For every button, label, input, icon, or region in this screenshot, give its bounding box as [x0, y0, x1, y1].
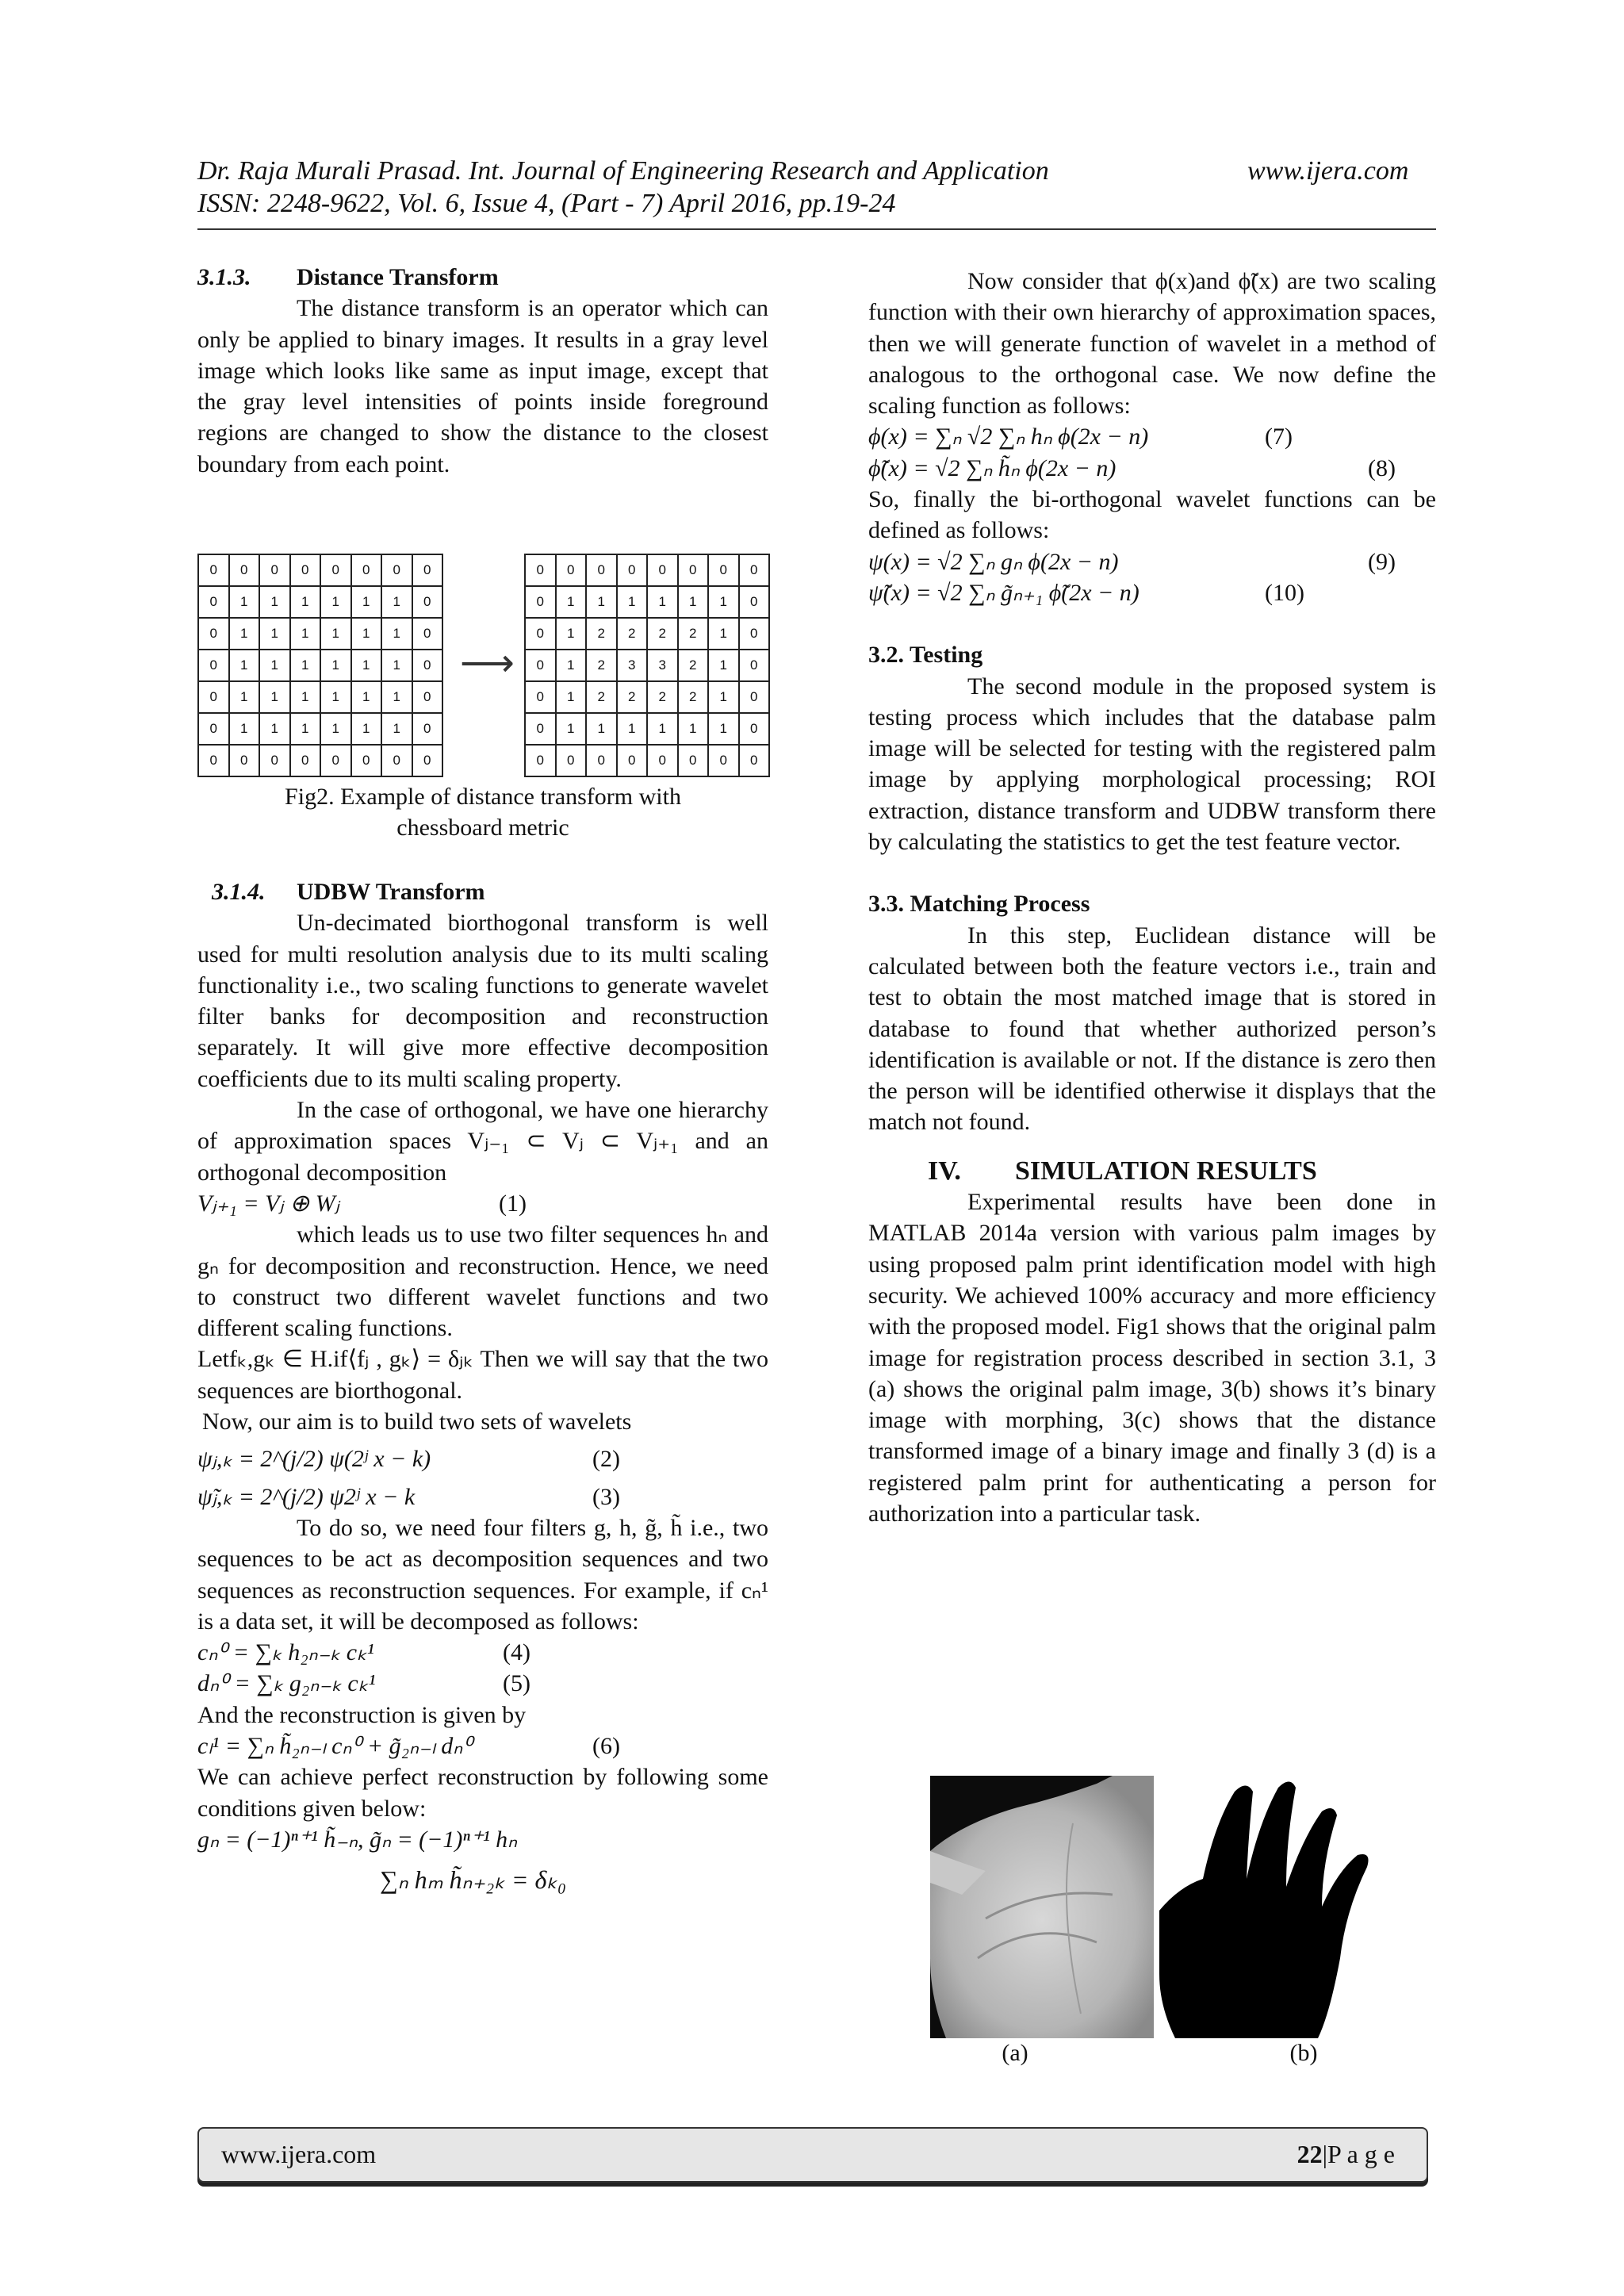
grid-cell: 0 [198, 745, 229, 776]
running-header-issn: ISSN: 2248-9622, Vol. 6, Issue 4, (Part - 7) April 2016, pp.19-24 [197, 189, 896, 218]
grid-cell: 0 [259, 554, 290, 586]
grid-cell: 1 [229, 713, 260, 745]
grid-cell: 1 [381, 681, 412, 713]
grid-cell: 1 [556, 713, 587, 745]
grid-cell: 0 [198, 681, 229, 713]
grid-cell: 1 [708, 681, 739, 713]
header-rule [197, 228, 1436, 230]
grid-cell: 1 [381, 650, 412, 681]
grid-cell: 0 [229, 745, 260, 776]
grid-cell: 0 [678, 745, 709, 776]
grid-cell: 1 [229, 586, 260, 618]
grid-cell: 2 [678, 618, 709, 650]
grid-cell: 0 [617, 745, 648, 776]
equation-10: ψ̃(x) = √2 ∑ₙ g̃ₙ₊₁ ϕ̃(2x − n) (10) [868, 579, 1304, 606]
grid-cell: 0 [525, 745, 556, 776]
grid-row [525, 650, 769, 681]
running-header-site: www.ijera.com [1247, 156, 1409, 186]
right-column [868, 266, 1436, 1529]
grid-cell: 1 [259, 650, 290, 681]
grid-cell: 1 [320, 681, 351, 713]
grid-cell: 0 [525, 554, 556, 586]
input-binary-grid [197, 554, 443, 777]
grid-cell: 0 [259, 745, 290, 776]
grid-row [525, 586, 769, 618]
grid-cell: 0 [739, 554, 770, 586]
equation-7: ϕ(x) = ∑ₙ √2 ∑ₙ hₙ ϕ(2x − n) (7) [868, 424, 1293, 450]
paragraph: And the reconstruction is given by [197, 1701, 527, 1728]
grid-cell: 0 [556, 554, 587, 586]
grid-cell: 1 [351, 713, 382, 745]
grid-cell: 1 [708, 650, 739, 681]
paragraph: Now, our aim is to build two sets of wavelets [202, 1409, 632, 1435]
grid-cell: 1 [259, 618, 290, 650]
footer-page-number: 22|P a g e [1297, 2140, 1395, 2168]
section-heading-3-3: 3.3. Matching Process [868, 891, 1090, 918]
grid-cell: 0 [412, 618, 443, 650]
section-heading: 3.1.4. UDBW Transform [212, 879, 485, 905]
grid-cell: 0 [525, 713, 556, 745]
grid-cell: 1 [586, 713, 617, 745]
grid-cell: 1 [647, 586, 678, 618]
grid-cell: 1 [351, 618, 382, 650]
grid-cell: 0 [525, 650, 556, 681]
grid-cell: 1 [708, 618, 739, 650]
figure-caption: Fig2. Example of distance transform with chessboard metric [285, 784, 681, 841]
grid-cell: 1 [708, 713, 739, 745]
grid-cell: 0 [412, 713, 443, 745]
grid-cell: 1 [320, 713, 351, 745]
grid-cell: 1 [351, 681, 382, 713]
grid-cell: 1 [708, 586, 739, 618]
grid-cell: 0 [198, 713, 229, 745]
grid-row [198, 681, 442, 713]
paragraph: So, finally the bi-orthogonal wavelet functions can be defined as follows: [868, 486, 1436, 544]
grid-cell: 1 [320, 586, 351, 618]
grid-cell: 1 [290, 681, 321, 713]
grid-row [198, 745, 442, 776]
equation-sum: ∑ₙ hₘ h̃ₙ₊₂ₖ = δₖ₀ [380, 1865, 567, 1895]
grid-cell: 0 [708, 745, 739, 776]
grid-cell: 1 [259, 586, 290, 618]
grid-cell: 0 [556, 745, 587, 776]
grid-cell: 0 [198, 554, 229, 586]
paragraph: To do so, we need four filters g, h, g̃, h̃ i.e., two sequences to be act as decomposition sequences and two sequences as reconstruction sequences. For example, if cₙ¹ is a data set, it will be decomposed as follows: [197, 1514, 768, 1635]
paragraph: which leads us to use two filter sequences hₙ and gₙ for decomposition and reconstruction. Hence, we need to construct two different wavelet functions and two different scaling functions. [197, 1221, 768, 1342]
section-heading-iv: IV. SIMULATION RESULTS [928, 1156, 1317, 1186]
grid-cell: 1 [351, 586, 382, 618]
grid-cell: 2 [647, 681, 678, 713]
grid-row [525, 745, 769, 776]
paragraph: Experimental results have been done in MATLAB 2014a version with various palm images by using proposed palm print identification model with high security. We achieved 100% accuracy and more efficiency with the proposed model. Fig1 shows that the original palm image for registration process described in section 3.1, 3 (a) shows the original palm image, 3(b) shows it’s binary image with morphing, 3(c) shows that the distance transformed image of a binary image and finally 3 (d) is a registered palm print for authenticating a person for authorization into a particular task. [868, 1189, 1436, 1527]
grid-cell: 0 [381, 554, 412, 586]
section-heading: 3.1.3. Distance Transform [197, 264, 499, 290]
paragraph: The distance transform is an operator which can only be applied to binary images. It results in a gray level image which looks like same as input image, except that the gray level intensities of points inside foreground regions are changed to show the distance to the closest boundary from each point. [197, 295, 768, 477]
grid-cell: 0 [412, 745, 443, 776]
grid-cell: 0 [739, 618, 770, 650]
grid-cell: 1 [259, 681, 290, 713]
equation-g: gₙ = (−1)ⁿ⁺¹ h̃₋ₙ, g̃ₙ = (−1)ⁿ⁺¹ hₙ [197, 1826, 518, 1853]
grid-cell: 0 [739, 586, 770, 618]
grid-cell: 2 [647, 618, 678, 650]
distance-transform-grid [524, 554, 770, 777]
grid-cell: 0 [525, 681, 556, 713]
grid-row [198, 586, 442, 618]
grid-cell: 1 [586, 586, 617, 618]
grid-cell: 1 [381, 618, 412, 650]
paragraph: We can achieve perfect reconstruction by following some conditions given below: [197, 1764, 768, 1822]
grid-cell: 0 [739, 681, 770, 713]
grid-cell: 1 [229, 650, 260, 681]
grid-cell: 2 [678, 681, 709, 713]
grid-cell: 0 [351, 554, 382, 586]
grid-row [525, 713, 769, 745]
grid-cell: 1 [320, 618, 351, 650]
grid-cell: 2 [586, 650, 617, 681]
grid-cell: 1 [229, 618, 260, 650]
grid-cell: 1 [259, 713, 290, 745]
grid-row [198, 554, 442, 586]
grid-cell: 2 [617, 681, 648, 713]
grid-cell: 0 [412, 586, 443, 618]
paragraph: The second module in the proposed system is testing process which includes that the database palm image will be selected for testing with the registered palm image by applying morphological processing; ROI extraction, distance transform and UDBW transform there by calculating the statistics to get the test feature vector. [868, 673, 1436, 856]
figure-caption-b: (b) [1289, 2040, 1318, 2066]
page-footer [197, 2127, 1428, 2183]
running-header-citation: Dr. Raja Murali Prasad. Int. Journal of Engineering Research and Application [197, 156, 1049, 186]
grid-cell: 0 [647, 745, 678, 776]
paragraph: In this step, Euclidean distance will be calculated between both the feature vectors i.e., train and test to obtain the most matched image that is stored in database to found that whether authorized person’s identification is available or not. If the distance is zero then the person will be identified otherwise it displays that the match not found. [868, 922, 1436, 1136]
grid-row [198, 713, 442, 745]
grid-cell: 0 [198, 618, 229, 650]
grid-cell: 1 [556, 618, 587, 650]
grid-cell: 1 [381, 586, 412, 618]
paragraph: Now consider that ϕ(x)and ϕ̃(x) are two scaling function with their own hierarchy of approximation spaces, then we will generate function of wavelet in a method of analogous to the orthogonal case. We now define the scaling function as follows: [868, 268, 1436, 420]
equation-3: ψ̃ⱼ,ₖ = 2^(j/2) ψ2ʲ x − k (3) [197, 1483, 620, 1510]
grid-cell: 0 [320, 745, 351, 776]
grid-cell: 3 [647, 650, 678, 681]
grid-cell: 0 [525, 586, 556, 618]
figure-caption-a: (a) [1002, 2040, 1028, 2066]
equation-9: ψ(x) = √2 ∑ₙ gₙ ϕ(2x − n) (9) [868, 548, 1396, 575]
grid-cell: 0 [678, 554, 709, 586]
grid-cell: 0 [586, 745, 617, 776]
grid-cell: 1 [290, 650, 321, 681]
grid-cell: 0 [412, 554, 443, 586]
section-3-1-4 [197, 876, 768, 1896]
grid-cell: 1 [556, 681, 587, 713]
grid-cell: 1 [617, 713, 648, 745]
paragraph: In the case of orthogonal, we have one hierarchy of approximation spaces Vⱼ₋₁ ⊂ Vⱼ ⊂ Vⱼ₊₁ and an orthogonal decomposition [197, 1097, 768, 1186]
grid-cell: 2 [586, 618, 617, 650]
grid-cell: 1 [290, 586, 321, 618]
palm-photo-image [930, 1776, 1154, 2038]
grid-cell: 1 [290, 618, 321, 650]
grid-cell: 2 [678, 650, 709, 681]
grid-cell: 2 [586, 681, 617, 713]
equation-1: Vⱼ₊₁ = Vⱼ ⊕ Wⱼ (1) [197, 1190, 527, 1217]
grid-cell: 0 [412, 650, 443, 681]
grid-cell: 1 [647, 713, 678, 745]
grid-cell: 3 [617, 650, 648, 681]
grid-cell: 0 [229, 554, 260, 586]
palm-binary-image [1159, 1776, 1397, 2038]
grid-cell: 2 [617, 618, 648, 650]
equation-8: ϕ̃(x) = √2 ∑ₙ h̃ₙ ϕ(2x − n) (8) [868, 454, 1396, 481]
grid-cell: 1 [229, 681, 260, 713]
grid-cell: 1 [678, 713, 709, 745]
grid-cell: 0 [198, 650, 229, 681]
grid-row [525, 618, 769, 650]
grid-cell: 0 [290, 745, 321, 776]
equation-4: cₙ⁰ = ∑ₖ h₂ₙ₋ₖ cₖ¹ (4) [197, 1639, 530, 1666]
equation-6: cₗ¹ = ∑ₙ h̃₂ₙ₋ₗ cₙ⁰ + g̃₂ₙ₋ₗ dₙ⁰ (6) [197, 1733, 620, 1760]
grid-cell: 0 [739, 713, 770, 745]
grid-cell: 1 [678, 586, 709, 618]
grid-cell: 1 [617, 586, 648, 618]
footer-site: www.ijera.com [221, 2140, 377, 2168]
equation-2: ψⱼ,ₖ = 2^(j/2) ψ(2ʲ x − k) (2) [197, 1446, 620, 1473]
grid-cell: 0 [381, 745, 412, 776]
paragraph: Letfₖ,gₖ ∈ H.if⟨fⱼ , gₖ⟩ = δⱼₖ Then we will say that the two sequences are biorthogonal. [197, 1346, 768, 1404]
grid-cell: 0 [320, 554, 351, 586]
grid-cell: 1 [290, 713, 321, 745]
paragraph: Un-decimated biorthogonal transform is well used for multi resolution analysis due to its multi scaling functionality i.e., two scaling functions to generate wavelet filter banks for decomposition and reconstruction separately. It will give more effective decomposition coefficients due to its multi scaling property. [197, 910, 768, 1092]
grid-cell: 1 [556, 586, 587, 618]
grid-cell: 0 [198, 586, 229, 618]
grid-row [525, 681, 769, 713]
grid-cell: 0 [525, 618, 556, 650]
grid-row [198, 650, 442, 681]
grid-cell: 0 [586, 554, 617, 586]
grid-cell: 0 [290, 554, 321, 586]
grid-cell: 1 [381, 713, 412, 745]
arrow-icon: ⟶ [460, 641, 515, 685]
section-3-1-3 [197, 262, 768, 480]
grid-cell: 0 [708, 554, 739, 586]
grid-cell: 1 [320, 650, 351, 681]
grid-cell: 0 [647, 554, 678, 586]
grid-cell: 0 [739, 745, 770, 776]
grid-cell: 0 [617, 554, 648, 586]
grid-cell: 0 [739, 650, 770, 681]
grid-cell: 0 [412, 681, 443, 713]
grid-cell: 1 [556, 650, 587, 681]
grid-cell: 0 [351, 745, 382, 776]
grid-row [198, 618, 442, 650]
equation-5: dₙ⁰ = ∑ₖ g₂ₙ₋ₖ cₖ¹ (5) [197, 1670, 530, 1697]
grid-row [525, 554, 769, 586]
section-heading-3-2: 3.2. Testing [868, 642, 983, 669]
grid-cell: 1 [351, 650, 382, 681]
